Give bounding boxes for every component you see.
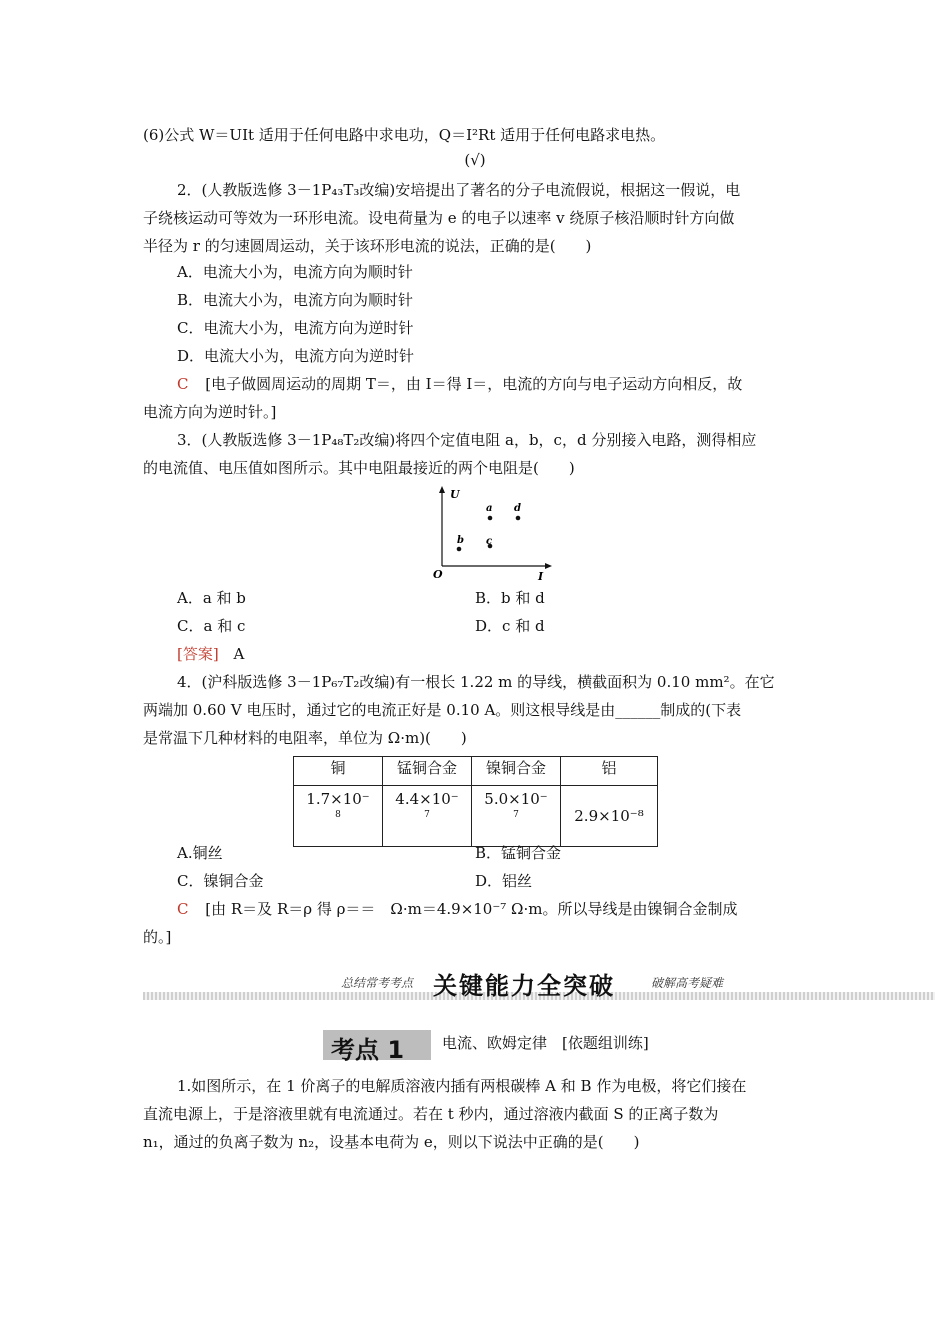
q4-line-1: 4．(沪科版选修 3－1P₆₇T₂改编)有一根长 1.22 m 的导线，横截面积为 0.10 mm²。在它 — [177, 673, 775, 691]
q2-line-3: 半径为 r 的匀速圆周运动，关于该环形电流的说法，正确的是( ) — [143, 237, 592, 255]
table-header: 锰铜合金 — [383, 757, 472, 786]
point-b-label: b — [457, 535, 464, 546]
resistivity-table — [293, 756, 658, 847]
statement-6: (6)公式 W＝UIt 适用于任何电路中求电功，Q＝I²Rt 适用于任何电路求电热。 — [143, 126, 666, 144]
q4-answer-2: 的。] — [143, 928, 172, 946]
q3-option-b: B．b 和 d — [475, 589, 545, 607]
point-c-label: c — [486, 536, 493, 547]
banner-title: 关键能力全突破 — [433, 972, 615, 1000]
q2-option-d: D．电流大小为，电流方向为逆时针 — [177, 347, 415, 365]
point-b — [457, 547, 462, 552]
q3-answer-value: A — [233, 645, 245, 663]
q2-option-c: C．电流大小为，电流方向为逆时针 — [177, 319, 414, 337]
q2-line-1: 2．(人教版选修 3－1P₄₃T₃改编)安培提出了著名的分子电流假说，根据这一假说，电 — [177, 181, 741, 199]
banner-left-text: 总结常考考点 — [341, 976, 414, 990]
section-badge-label: 考点 1 — [331, 1036, 405, 1064]
q4-option-d: D．铝丝 — [475, 872, 533, 890]
section-title: 电流、欧姆定律 [依题组训练] — [442, 1034, 649, 1052]
k1-line-3: n₁，通过的负离子数为 n₂，设基本电荷为 e，则以下说法中正确的是( ) — [143, 1133, 640, 1151]
table-cell: 1.7×10⁻ 8 — [294, 786, 383, 847]
q2-answer — [177, 374, 742, 394]
q4-option-c: C．镍铜合金 — [177, 872, 264, 890]
table-header: 镍铜合金 — [472, 757, 561, 786]
q3-line-2: 的电流值、电压值如图所示。其中电阻最接近的两个电阻是( ) — [143, 459, 575, 477]
table-cell: 2.9×10⁻⁸ — [561, 786, 658, 847]
q3-line-1: 3．(人教版选修 3－1P₄₈T₂改编)将四个定值电阻 a，b，c，d 分别接入电路，测得相应 — [177, 431, 757, 449]
k1-line-1: 1.如图所示，在 1 价离子的电解质溶液内插有两根碳棒 A 和 B 作为电极，将它们接在 — [177, 1077, 747, 1095]
q3-answer-tag: [答案] — [177, 645, 219, 663]
section-banner — [143, 966, 935, 1002]
q3-answer — [177, 644, 244, 664]
point-d-label: d — [514, 503, 521, 514]
q4-line-2: 两端加 0.60 V 电压时，通过它的电流正好是 0.10 A。则这根导线是由______制成的(下表 — [143, 701, 742, 719]
q4-answer-text: [由 R＝及 R＝ρ 得 ρ＝＝ Ω·m＝4.9×10⁻⁷ Ω·m。所以导线是由镍铜合金制成 — [205, 900, 738, 918]
q2-answer-text: [电子做圆周运动的周期 T＝，由 I＝得 I＝，电流的方向与电子运动方向相反，故 — [205, 375, 743, 393]
x-axis-label: I — [538, 570, 544, 583]
check-mark: (√) — [464, 151, 486, 169]
q2-answer-2: 电流方向为逆时针。] — [143, 403, 277, 421]
y-axis-arrow — [439, 486, 445, 493]
point-a — [488, 516, 493, 521]
q2-option-a: A．电流大小为，电流方向为顺时针 — [177, 263, 413, 281]
q4-answer — [177, 899, 737, 919]
table-header: 铜 — [294, 757, 383, 786]
q3-option-c: C．a 和 c — [177, 617, 246, 635]
q4-option-a: A.铜丝 — [177, 844, 223, 862]
ui-chart — [430, 484, 560, 584]
q2-option-b: B．电流大小为，电流方向为顺时针 — [177, 291, 414, 309]
q4-line-3: 是常温下几种材料的电阻率，单位为 Ω·m)( ) — [143, 729, 467, 747]
q3-option-d: D．c 和 d — [475, 617, 545, 635]
k1-line-2: 直流电源上，于是溶液里就有电流通过。若在 t 秒内，通过溶液内截面 S 的正离子数为 — [143, 1105, 719, 1123]
q3-option-a: A．a 和 b — [177, 589, 246, 607]
q4-answer-letter: C — [177, 900, 189, 918]
q2-answer-letter: C — [177, 375, 189, 393]
origin-label: O — [433, 568, 443, 581]
x-axis-arrow — [545, 563, 552, 569]
section-badge — [323, 1030, 431, 1064]
table-header: 铝 — [561, 757, 658, 786]
y-axis-label: U — [450, 488, 460, 501]
table-cell: 5.0×10⁻ 7 — [472, 786, 561, 847]
banner-right-text: 破解高考疑难 — [651, 976, 724, 990]
q2-line-2: 子绕核运动可等效为一环形电流。设电荷量为 e 的电子以速率 v 绕原子核沿顺时针方向做 — [143, 209, 735, 227]
q4-option-b: B．锰铜合金 — [475, 844, 562, 862]
point-a-label: a — [486, 503, 493, 514]
table-cell: 4.4×10⁻ 7 — [383, 786, 472, 847]
point-d — [516, 516, 521, 521]
